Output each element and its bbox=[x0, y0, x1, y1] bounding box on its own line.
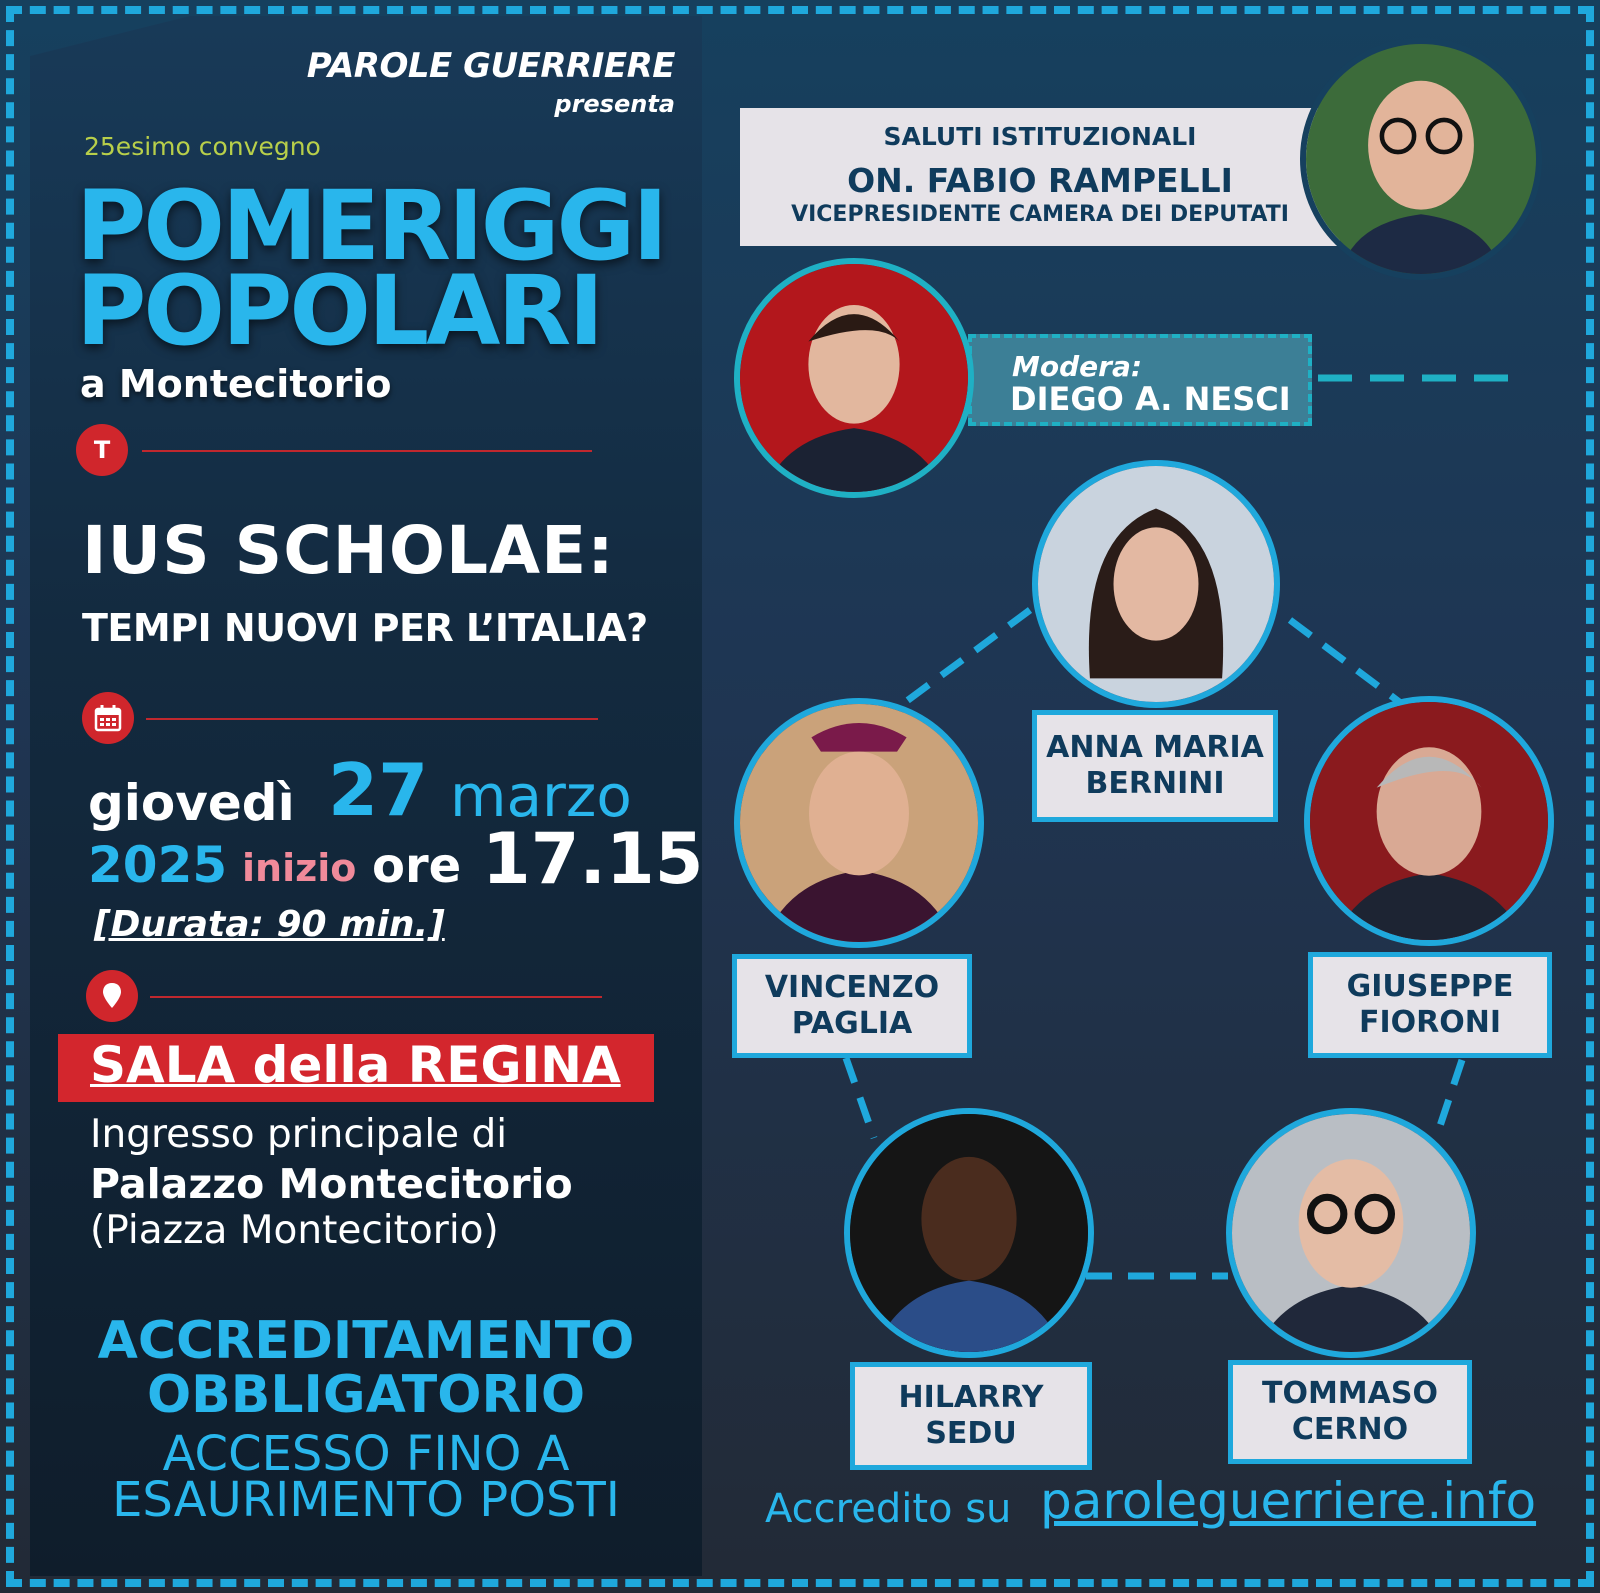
speaker-name-box bbox=[1032, 710, 1278, 822]
entrance-line1: Ingresso principale di bbox=[90, 1112, 508, 1157]
registration-link[interactable]: paroleguerriere.info bbox=[1040, 1472, 1537, 1530]
entrance-line2: Palazzo Montecitorio bbox=[90, 1160, 573, 1208]
photo-nesci bbox=[734, 258, 974, 498]
entrance-line3: (Piazza Montecitorio) bbox=[90, 1208, 499, 1253]
speaker-name-box bbox=[1308, 952, 1552, 1058]
date-year: 2025 bbox=[88, 836, 228, 894]
speaker-last-name: BERNINI bbox=[1085, 766, 1225, 801]
access-line1: ACCESSO FINO A bbox=[162, 1426, 570, 1482]
hall-name: SALA della REGINA bbox=[90, 1036, 621, 1094]
divider-topic bbox=[142, 450, 592, 452]
speaker-name-box bbox=[1228, 1360, 1472, 1464]
location-pin-icon bbox=[86, 970, 138, 1022]
edition-label: 25esimo convegno bbox=[84, 132, 321, 161]
date-month: marzo bbox=[450, 762, 632, 830]
moderator-name: DIEGO A. NESCI bbox=[1010, 380, 1291, 418]
photo-paglia bbox=[734, 698, 984, 948]
footer-label: Accredito su bbox=[765, 1486, 1012, 1532]
accreditation-line1: ACCREDITAMENTO bbox=[97, 1311, 635, 1371]
calendar-icon bbox=[82, 692, 134, 744]
event-title-line1: POMERIGGI bbox=[76, 170, 666, 282]
photo-sedu bbox=[844, 1108, 1094, 1358]
welcome-role: VICEPRESIDENTE CAMERA DEI DEPUTATI bbox=[791, 202, 1289, 227]
start-time: 17.15 bbox=[482, 818, 704, 900]
moderator-label: Modera: bbox=[1012, 350, 1143, 383]
date-day: 27 bbox=[328, 748, 429, 832]
topic-subtitle: TEMPI NUOVI PER L’ITALIA? bbox=[82, 606, 648, 650]
speaker-first-name: ANNA MARIA bbox=[1046, 730, 1264, 765]
photo-bernini bbox=[1032, 460, 1280, 708]
topic-title: IUS SCHOLAE: bbox=[82, 512, 615, 589]
accreditation-line2: OBBLIGATORIO bbox=[146, 1365, 586, 1425]
duration: [Durata: 90 min.] bbox=[94, 904, 445, 945]
speaker-name-box bbox=[850, 1362, 1092, 1470]
welcome-title: SALUTI ISTITUZIONALI bbox=[883, 122, 1197, 151]
brand-presents: presenta bbox=[554, 90, 675, 118]
speaker-first-name: HILARRY bbox=[898, 1380, 1044, 1415]
start-label: inizio bbox=[242, 846, 357, 890]
speaker-first-name: GIUSEPPE bbox=[1346, 969, 1514, 1004]
event-subtitle: a Montecitorio bbox=[80, 362, 392, 406]
topic-icon-letter: T bbox=[93, 436, 111, 464]
access-line2: ESAURIMENTO POSTI bbox=[112, 1472, 620, 1528]
welcome-name: ON. FABIO RAMPELLI bbox=[847, 161, 1233, 200]
brand-name: PAROLE GUERRIERE bbox=[306, 46, 675, 86]
photo-cerno bbox=[1226, 1108, 1476, 1358]
divider-date bbox=[146, 718, 598, 720]
speaker-first-name: VINCENZO bbox=[764, 970, 940, 1005]
date-weekday: giovedì bbox=[88, 774, 295, 832]
topic-icon bbox=[76, 424, 128, 476]
speaker-last-name: FIORONI bbox=[1358, 1005, 1502, 1040]
speaker-last-name: PAGLIA bbox=[791, 1006, 913, 1041]
moderator-box bbox=[968, 334, 1312, 426]
speaker-last-name: SEDU bbox=[925, 1416, 1017, 1451]
welcome-box bbox=[740, 108, 1340, 246]
speaker-name-box bbox=[732, 954, 972, 1058]
speaker-first-name: TOMMASO bbox=[1261, 1376, 1438, 1411]
speaker-last-name: CERNO bbox=[1291, 1412, 1409, 1447]
photo-fioroni bbox=[1304, 696, 1554, 946]
event-title-line2: POPOLARI bbox=[76, 255, 602, 367]
divider-venue bbox=[150, 996, 602, 998]
ore-label: ore bbox=[372, 838, 462, 894]
photo-rampelli bbox=[1300, 38, 1542, 280]
